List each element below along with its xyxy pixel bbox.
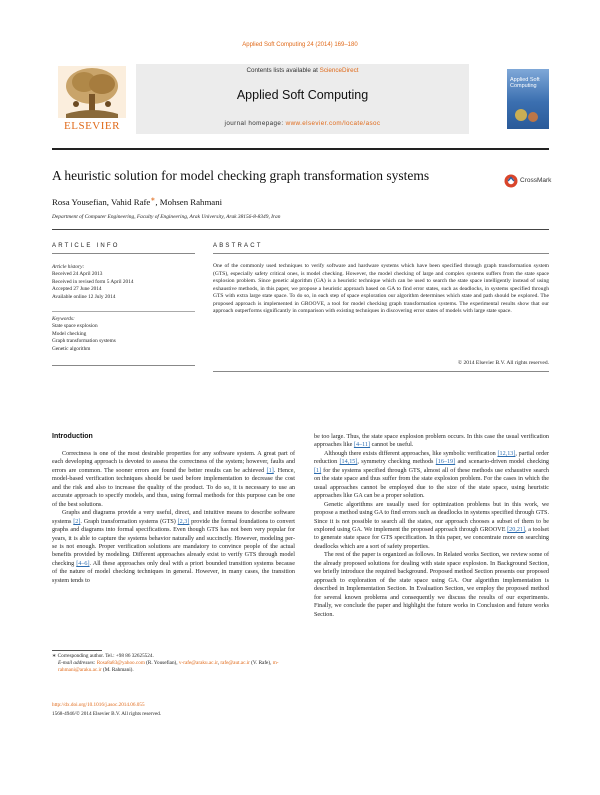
introduction-heading: Introduction	[52, 433, 93, 440]
body-text: The rest of the paper is organized as follows. In Related works Section, we review some of the already proposed solutions for dealing with state space explosion. In Background Section, we briefly introduce the required background. Proposed method Section presents our proposed approach to exploration of the state space using GA. Our algorithm implementation is described in Implementation Section. In Evaluation Section, we employ the proposed method for several known problems and consequently we discuss the results of our experiments. Finally, we conclude the paper and highlight the future works in Conclusion and future works Section.	[314, 552, 549, 618]
homepage-link[interactable]: www.elsevier.com/locate/asoc	[285, 120, 381, 127]
keyword-item: Model checking	[52, 330, 87, 337]
contents-prefix: Contents lists available at	[246, 67, 320, 74]
footnotes	[52, 653, 295, 674]
body-paragraph	[314, 501, 549, 552]
elsevier-logo	[52, 64, 132, 134]
cover-title: Applied Soft Computing	[510, 77, 540, 89]
body-column-right	[314, 433, 549, 619]
citation-link[interactable]: [1]	[266, 467, 274, 474]
citation-link[interactable]: [20,21]	[507, 526, 526, 533]
history-heading: Article history:	[52, 264, 85, 270]
affiliation-divider	[52, 229, 549, 230]
email-label: E-mail addresses:	[58, 660, 97, 666]
crossmark-icon	[504, 174, 518, 188]
history-divider	[52, 311, 195, 312]
history-item: Received 24 April 2013	[52, 271, 103, 278]
paper-title: A heuristic solution for model checking graph transformation systems	[52, 168, 430, 183]
body-text: be too large. Thus, the state space explosion problem occurs. In this case the usual verification approaches like	[314, 434, 549, 449]
email-separator: ,	[217, 660, 220, 666]
affiliation: Department of Computer Engineering, Faculty of Engineering, Arak University, Arak 38156-8-8349, Iran	[52, 214, 281, 220]
citation-link[interactable]: [2,3]	[177, 518, 190, 525]
citation-link[interactable]: [4–11]	[353, 442, 371, 449]
keywords-block	[52, 316, 195, 353]
email-link-rahmani[interactable]: m-rahmani@araku.ac.ir	[58, 660, 279, 673]
abstract-copyright: © 2014 Elsevier B.V. All rights reserved.	[457, 360, 549, 366]
body-text: Although there exists different approaches, like symbolic verification	[324, 450, 498, 457]
homepage-line	[136, 120, 469, 127]
keyword-item: State space explosion	[52, 323, 98, 330]
abstract-heading: ABSTRACT	[213, 243, 263, 249]
body-text: . All these approaches only deal with a priori bounded transition systems because of the nature of model checking techniques in general. However, in many cases, the transition system tends to	[52, 560, 295, 584]
doi-link[interactable]: http://dx.doi.org/10.1016/j.asoc.2014.06.055	[52, 702, 145, 708]
email-name: (V. Rafe),	[249, 660, 273, 666]
body-text: cannot be useful.	[370, 442, 414, 449]
email-name: (R. Yousefian),	[144, 660, 179, 666]
sciencedirect-link[interactable]: ScienceDirect	[319, 67, 359, 74]
body-paragraph	[52, 450, 295, 509]
homepage-prefix: journal homepage:	[224, 120, 286, 127]
body-text: , partial order reduction	[314, 450, 549, 466]
authors-names: Rosa Yousefian, Vahid Rafe	[52, 196, 151, 207]
history-item: Received in revised form 5 April 2014	[52, 278, 134, 285]
contents-line	[136, 67, 469, 74]
citation-link[interactable]: [16–19]	[435, 459, 456, 466]
cover-graphic-icon	[511, 105, 545, 125]
email-link-rafe-1[interactable]: v-rafe@araku.ac.ir	[178, 660, 218, 666]
corresponding-author-mark[interactable]: ∗	[150, 197, 156, 203]
body-text: Graphs and diagrams provide a very useful, direct, and intuitive means to describe software systems	[52, 510, 295, 525]
abstract-text: One of the commonly used techniques to verify software and hardware systems which have been specified through graph transformation system (GTS), especially safety critical ones, is model checking. However, the model checking of large and complex systems suffers from the state space explosion problem. Since genetic algorithm (GA) is a heuristic technique which can be used to search the state space intelligently instead of using exhaustive methods, in this paper, we propose a heuristic approach based on GA to find error states, such as deadlocks, in systems specified through GTS with extra large state space. To do so, in each step of space exploration our algorithm determines which state and path should be explored. The proposed approach is implemented in GROOVE, a tool for model checking graph transformation systems. The experimental results show that our approach outperforms significantly in comparison with existing techniques in discovering error states of models with large state space.	[213, 263, 549, 315]
citation-link[interactable]: [2]	[73, 518, 81, 525]
body-text: provide the formal foundations to convert graphs and diagrams into formal specifications. Even though GTS has not been very popular for years, it is able to capture the systems behavior naturally and succinctly. However, modeling per-se is not enough. Proper verification solutions are mandatory to convince people of the actual benefits provided by modeling. Different approaches already exist to verify GTS through model checking	[52, 518, 295, 567]
body-paragraph	[314, 433, 549, 450]
body-text: , symmetry checking methods	[357, 459, 436, 466]
body-text: . Graph transformation systems (GTS)	[80, 518, 178, 525]
article-history	[52, 264, 195, 301]
body-paragraph	[314, 450, 549, 501]
header-divider	[52, 148, 549, 150]
citation-link[interactable]: [1]	[314, 467, 322, 474]
journal-header	[52, 64, 549, 142]
journal-cover-thumbnail	[507, 69, 549, 129]
journal-title: Applied Soft Computing	[236, 88, 369, 102]
body-text: Genetic algorithms are usually used for optimization problems but in this work, we propose a method using GA to find errors such as deadlocks in systems specified through GTS. Since it is not possible to search all the states, our approach chooses a subset of them to be explored using GA. We implement the proposed approach through GROOVE	[314, 501, 549, 533]
history-item: Accepted 27 June 2014	[52, 286, 102, 293]
crossmark-badge[interactable]	[504, 174, 554, 188]
email-link-rafe-2[interactable]: rafe@aut.ac.ir	[220, 660, 250, 666]
body-column-left	[52, 450, 295, 585]
keywords-divider	[52, 365, 195, 366]
email-link-yousefian[interactable]: Rosa8a83@yahoo.com	[96, 660, 145, 666]
article-info-heading: ARTICLE INFO	[52, 243, 120, 249]
abstract-divider	[213, 253, 549, 254]
keywords-heading: Keywords:	[52, 316, 75, 322]
citation-link[interactable]: [14,15]	[339, 459, 358, 466]
authors-line	[52, 196, 222, 207]
body-text: , a toolset to generate state space for GTS specification. In this paper, we concentrate more on searching deadlocks which are a sort of safety properties.	[314, 526, 549, 550]
citation-link[interactable]: [4–6]	[76, 560, 90, 567]
citation-link[interactable]: [12,13]	[497, 450, 516, 457]
crossmark-label: CrossMark	[520, 177, 552, 184]
authors-tail: , Mohsen Rahmani	[155, 196, 223, 207]
abstract-bottom-divider	[213, 371, 549, 372]
header-center-panel	[136, 64, 469, 134]
email-addresses	[52, 660, 295, 674]
footnote-divider	[52, 650, 102, 651]
email-name: (M. Rahmani).	[101, 667, 134, 673]
keyword-item: Genetic algorithm	[52, 345, 91, 352]
keyword-item: Graph transformation systems	[52, 338, 116, 345]
body-text: for the systems specified through GTS, almost all of these methods use exhaustive search on the state space and thus suffer from the state explosion problem. For the cases in which the usual approaches cannot be employed due to the size of the state space, using heuristic approaches like GA can be a proper solution.	[314, 467, 549, 500]
body-text: . Hence, model-based verification techniques should be used before implementation to decrease the cost and the risk and also to increase the quality of the product. To do so, it is necessary to use an accurate approach to specify models, and thus, using formal methods for this purpose can be one of the best solutions.	[52, 467, 295, 508]
article-info-divider	[52, 253, 195, 254]
publisher-name: ELSEVIER	[64, 120, 120, 132]
journal-citation-line[interactable]: Applied Soft Computing 24 (2014) 169–180	[242, 42, 358, 48]
body-text: and scenario-driven model checking	[455, 459, 549, 466]
body-paragraph	[52, 509, 295, 585]
history-item: Available online 12 July 2014	[52, 293, 116, 300]
body-paragraph	[314, 551, 549, 619]
corresponding-author-note: ∗ Corresponding author. Tel.: +98 86 32625524.	[52, 653, 154, 659]
issn-line: 1568-4946/© 2014 Elsevier B.V. All rights reserved.	[52, 711, 162, 717]
body-text: Correctness is one of the most desirable properties for any software system. A great part of each developing approach is devoted to assess the correctness of the system; however, faults and errors are common. The sooner errors are found the better results can be achieved	[52, 451, 295, 474]
